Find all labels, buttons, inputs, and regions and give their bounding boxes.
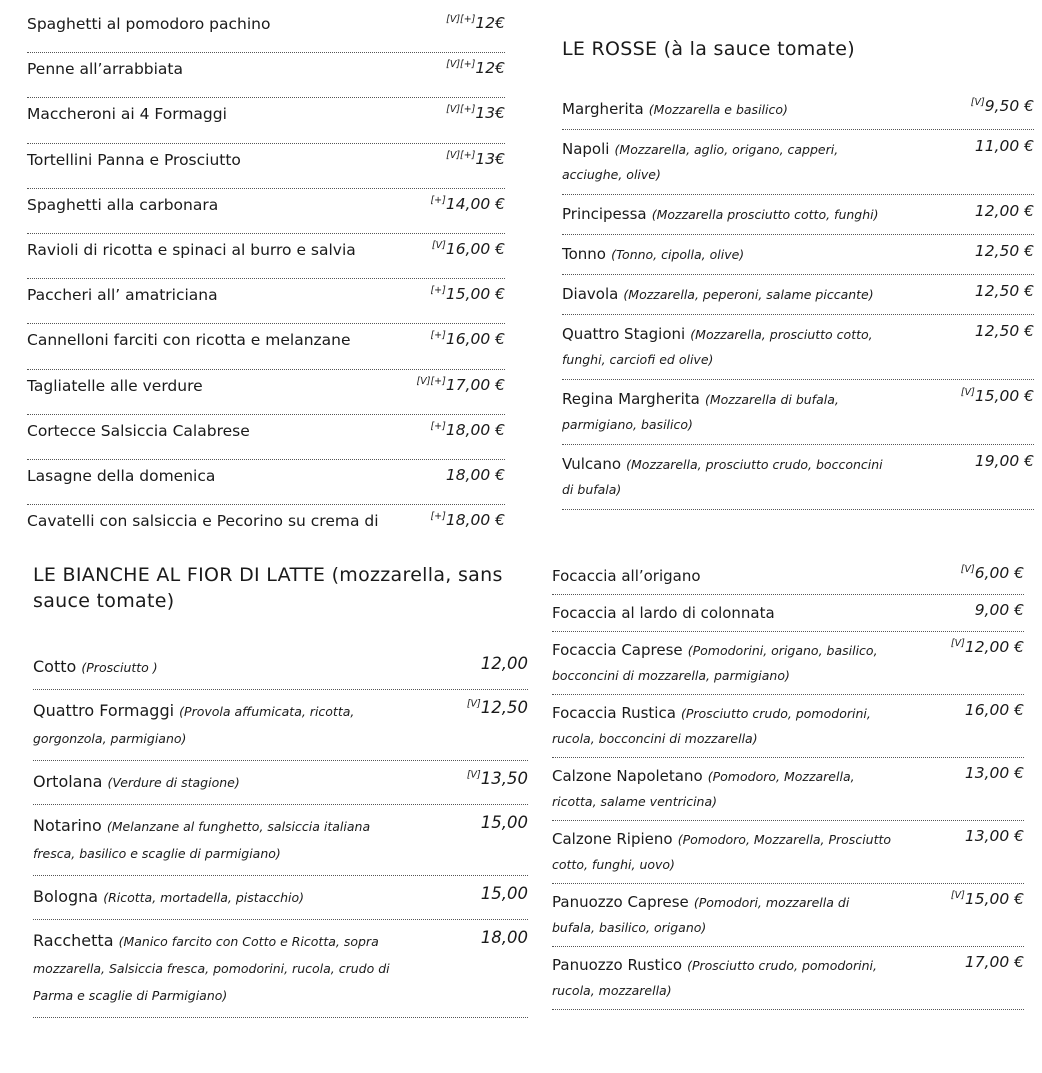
menu-item-row bbox=[27, 104, 505, 124]
menu-item-price: 13,00 € bbox=[964, 764, 1024, 782]
menu-item-price: 13€ bbox=[475, 149, 505, 168]
menu-item-name: Cortecce Salsiccia Calabrese bbox=[27, 421, 250, 440]
menu-item-row bbox=[562, 452, 1034, 502]
menu-item-price-wrap bbox=[975, 601, 1024, 619]
menu-item-note: (Prosciutto crudo, pomodorini, rucola, mozzarella) bbox=[552, 958, 877, 998]
menu-item bbox=[33, 805, 528, 876]
menu-item-name: Vulcano bbox=[562, 455, 622, 473]
menu-item-row bbox=[27, 240, 505, 260]
menu-item bbox=[562, 315, 1034, 380]
menu-item bbox=[562, 130, 1034, 195]
menu-item-note: (Mozzarella di bufala, parmigiano, basilico) bbox=[562, 392, 839, 432]
menu-item-price: 13,50 bbox=[480, 769, 528, 788]
menu-item-price-wrap bbox=[481, 813, 528, 832]
menu-item-tag: [V] bbox=[970, 97, 985, 108]
menu-item-description bbox=[33, 769, 403, 796]
menu-item-price-wrap bbox=[446, 104, 505, 122]
menu-item-note: (Mozzarella, peperoni, salame piccante) bbox=[623, 287, 874, 302]
menu-item-name: Tagliatelle alle verdure bbox=[27, 376, 203, 395]
menu-item-row bbox=[27, 59, 505, 79]
menu-item-name: Quattro Stagioni bbox=[562, 325, 686, 343]
menu-item-row bbox=[562, 137, 1034, 187]
menu-item-price: 16,00 € bbox=[445, 240, 505, 259]
menu-item-description bbox=[27, 150, 438, 170]
menu-item-row bbox=[27, 150, 505, 170]
menu-item bbox=[562, 90, 1034, 130]
menu-item-price: 16,00 € bbox=[445, 330, 505, 349]
menu-item-price: 12€ bbox=[475, 59, 505, 78]
menu-item bbox=[552, 947, 1024, 1010]
menu-item-tag: [V][+] bbox=[446, 59, 476, 71]
menu-item-price: 9,00 € bbox=[974, 601, 1024, 619]
menu-item bbox=[552, 632, 1024, 695]
menu-item-price: 12,50 € bbox=[974, 282, 1034, 300]
menu-item-price: 15,00 € bbox=[964, 890, 1024, 909]
menu-item-description bbox=[27, 330, 422, 350]
menu-item bbox=[33, 761, 528, 805]
menu-item-price-wrap bbox=[446, 59, 505, 77]
menu-item-description bbox=[33, 813, 403, 867]
menu-item bbox=[27, 8, 505, 53]
menu-item-name: Tortellini Panna e Prosciutto bbox=[27, 150, 241, 169]
menu-item-description bbox=[552, 890, 892, 940]
menu-item-price-wrap bbox=[975, 322, 1034, 340]
menu-item-note: (Prosciutto ) bbox=[81, 660, 158, 675]
menu-item bbox=[27, 189, 505, 234]
bianche-list bbox=[33, 646, 528, 1018]
rosse-list bbox=[562, 90, 1034, 510]
menu-item-row bbox=[552, 701, 1024, 751]
menu-item-note: (Melanzane al funghetto, salsiccia italiana fresca, basilico e scaglie di parmigiano) bbox=[33, 819, 371, 861]
menu-item-name: Focaccia all’origano bbox=[552, 567, 701, 585]
menu-item-description bbox=[552, 827, 892, 877]
menu-item-note: (Pomodori, mozzarella di bufala, basilico, origano) bbox=[552, 895, 850, 935]
menu-item-description bbox=[562, 282, 892, 307]
menu-item-price-wrap bbox=[965, 827, 1024, 845]
menu-item-price: 18,00 € bbox=[445, 511, 505, 530]
menu-item-row bbox=[27, 330, 505, 350]
menu-item-tag: [V][+] bbox=[416, 375, 446, 387]
menu-item-row bbox=[562, 387, 1034, 437]
menu-item-price-wrap bbox=[975, 282, 1034, 300]
menu-item bbox=[27, 279, 505, 324]
menu-item-name: Panuozzo Caprese bbox=[552, 893, 689, 911]
menu-item-name: Focaccia Caprese bbox=[552, 641, 683, 659]
menu-item bbox=[27, 460, 505, 505]
menu-item-name: Focaccia al lardo di colonnata bbox=[552, 604, 775, 622]
menu-item-tag: [V][+] bbox=[446, 104, 476, 116]
menu-item-price-wrap bbox=[446, 466, 505, 484]
menu-item-name: Panuozzo Rustico bbox=[552, 956, 682, 974]
menu-item bbox=[27, 324, 505, 369]
menu-item-note: (Verdure di stagione) bbox=[107, 775, 240, 790]
menu-item-price: 12,00 € bbox=[964, 638, 1024, 657]
menu-item bbox=[27, 53, 505, 98]
menu-item-price-wrap bbox=[467, 769, 528, 788]
menu-item-name: Calzone Napoletano bbox=[552, 767, 703, 785]
menu-item-row bbox=[562, 242, 1034, 267]
menu-item bbox=[552, 884, 1024, 947]
menu-item-price-wrap bbox=[975, 452, 1034, 470]
menu-item-name: Focaccia Rustica bbox=[552, 704, 676, 722]
menu-item-row bbox=[552, 953, 1024, 1003]
menu-item-description bbox=[552, 564, 892, 588]
menu-item-price-wrap bbox=[446, 150, 505, 168]
menu-item-price-wrap bbox=[975, 242, 1034, 260]
menu-item-row bbox=[562, 97, 1034, 122]
menu-item-price: 15,00 € bbox=[445, 285, 505, 304]
menu-item-name: Lasagne della domenica bbox=[27, 466, 216, 485]
menu-item-row bbox=[27, 14, 505, 34]
menu-item-price: 13,00 € bbox=[964, 827, 1024, 845]
menu-item-price-wrap bbox=[467, 698, 528, 717]
menu-item-tag: [V] bbox=[950, 890, 965, 901]
menu-item-description bbox=[562, 322, 892, 372]
rosse-title: LE ROSSE (à la sauce tomate) bbox=[562, 38, 855, 60]
menu-item-price: 15,00 bbox=[480, 813, 528, 832]
menu-item-price: 16,00 € bbox=[964, 701, 1024, 719]
menu-item bbox=[552, 595, 1024, 632]
menu-item bbox=[33, 920, 528, 1018]
menu-item bbox=[27, 415, 505, 460]
bianche-title: LE BIANCHE AL FIOR DI LATTE (mozzarella, sans sauce tomate) bbox=[33, 564, 503, 612]
menu-item-description bbox=[33, 654, 403, 681]
menu-item-name: Ravioli di ricotta e spinaci al burro e salvia bbox=[27, 240, 356, 259]
menu-item-price: 12€ bbox=[475, 14, 505, 33]
menu-item-description bbox=[27, 511, 422, 531]
menu-item-name: Spaghetti alla carbonara bbox=[27, 195, 219, 214]
menu-item-description bbox=[27, 104, 438, 124]
menu-item-description bbox=[27, 195, 422, 215]
menu-item-note: (Pomodoro, Mozzarella, ricotta, salame ventricina) bbox=[552, 769, 855, 809]
menu-item bbox=[552, 558, 1024, 595]
menu-item-description bbox=[27, 376, 409, 396]
menu-item-row bbox=[33, 769, 528, 796]
menu-item-row bbox=[27, 511, 505, 531]
menu-item-tag: [+] bbox=[430, 194, 446, 206]
menu-item-tag: [V] bbox=[466, 698, 481, 710]
menu-item-name: Margherita bbox=[562, 100, 644, 118]
menu-item bbox=[27, 144, 505, 189]
menu-item-note: (Ricotta, mortadella, pistacchio) bbox=[103, 890, 305, 905]
menu-item bbox=[27, 234, 505, 279]
menu-item-description bbox=[27, 285, 422, 305]
menu-item bbox=[33, 876, 528, 920]
menu-item-tag: [V] bbox=[960, 564, 975, 575]
menu-item-row bbox=[33, 654, 528, 681]
menu-item-row bbox=[33, 813, 528, 867]
menu-item bbox=[33, 690, 528, 761]
menu-item-name: Quattro Formaggi bbox=[33, 701, 175, 720]
menu-item-description bbox=[27, 421, 422, 441]
menu-item-description bbox=[562, 387, 892, 437]
menu-item-description bbox=[552, 701, 892, 751]
menu-item-tag: [+] bbox=[430, 511, 446, 523]
menu-item-price-wrap bbox=[961, 387, 1034, 405]
menu-item-price: 14,00 € bbox=[445, 194, 505, 213]
pasta-list bbox=[27, 8, 505, 550]
menu-item bbox=[27, 98, 505, 143]
menu-item-description bbox=[27, 240, 424, 260]
menu-item-row bbox=[552, 764, 1024, 814]
menu-item-price-wrap bbox=[951, 638, 1024, 656]
menu-item-note: (Prosciutto crudo, pomodorini, rucola, bocconcini di mozzarella) bbox=[552, 706, 871, 746]
menu-item-price: 18,00 € bbox=[445, 420, 505, 439]
menu-item-note: (Mozzarella, aglio, origano, capperi, acciughe, olive) bbox=[562, 142, 839, 182]
menu-item-name: Cannelloni farciti con ricotta e melanzane bbox=[27, 331, 351, 350]
menu-item bbox=[552, 758, 1024, 821]
menu-item-description bbox=[33, 884, 403, 911]
menu-item-description bbox=[27, 59, 438, 79]
menu-item-description bbox=[33, 698, 403, 752]
menu-item bbox=[27, 505, 505, 550]
menu-item-price: 18,00 € bbox=[445, 465, 505, 484]
menu-item-price-wrap bbox=[481, 928, 528, 947]
menu-item-row bbox=[552, 601, 1024, 625]
menu-item-tag: [+] bbox=[430, 420, 446, 432]
menu-item bbox=[552, 821, 1024, 884]
menu-item-price-wrap bbox=[432, 240, 505, 258]
menu-item-name: Bologna bbox=[33, 887, 99, 906]
menu-item bbox=[27, 370, 505, 415]
menu-item-price-wrap bbox=[965, 701, 1024, 719]
menu-item-price: 15,00 € bbox=[974, 387, 1034, 406]
menu-item-tag: [V][+] bbox=[446, 149, 476, 161]
menu-item-price-wrap bbox=[975, 202, 1034, 220]
menu-item-price: 13€ bbox=[475, 104, 505, 123]
menu-item-row bbox=[27, 376, 505, 396]
menu-item-name: Maccheroni ai 4 Formaggi bbox=[27, 105, 227, 124]
menu-item-tag: [V] bbox=[466, 769, 481, 781]
menu-item-tag: [+] bbox=[430, 285, 446, 297]
menu-item-price-wrap bbox=[951, 890, 1024, 908]
menu-item-price: 12,00 € bbox=[974, 202, 1034, 220]
menu-item-row bbox=[552, 638, 1024, 688]
focacce-list bbox=[552, 558, 1024, 1010]
menu-item-price-wrap bbox=[965, 764, 1024, 782]
menu-item-row bbox=[33, 884, 528, 911]
menu-item-description bbox=[562, 97, 892, 122]
menu-item-name: Paccheri all’ amatriciana bbox=[27, 286, 218, 305]
menu-item-row bbox=[552, 827, 1024, 877]
focacce-menu bbox=[552, 558, 1024, 1010]
menu-item-row bbox=[33, 928, 528, 1009]
menu-item-price-wrap bbox=[417, 376, 505, 394]
menu-item-price-wrap bbox=[430, 195, 505, 213]
menu-item-description bbox=[33, 928, 403, 1009]
menu-item-name: Ortolana bbox=[33, 772, 103, 791]
menu-item-row bbox=[562, 282, 1034, 307]
menu-item bbox=[562, 380, 1034, 445]
menu-item bbox=[562, 445, 1034, 510]
menu-item-description bbox=[562, 202, 892, 227]
menu-item-name: Cavatelli con salsiccia e Pecorino su crema di bbox=[27, 512, 379, 531]
menu-item-row bbox=[27, 466, 505, 486]
menu-item-note: (Tonno, cipolla, olive) bbox=[611, 247, 745, 262]
menu-item-name: Principessa bbox=[562, 205, 647, 223]
menu-item bbox=[552, 695, 1024, 758]
menu-item-price-wrap bbox=[965, 953, 1024, 971]
bianche-menu bbox=[33, 562, 528, 1018]
menu-item-price-wrap bbox=[481, 884, 528, 903]
menu-item-price: 12,50 € bbox=[974, 322, 1034, 340]
menu-item bbox=[562, 195, 1034, 235]
menu-item-tag: [V][+] bbox=[446, 14, 476, 25]
menu-item-description bbox=[562, 137, 892, 187]
menu-item-price: 17,00 € bbox=[964, 953, 1024, 971]
menu-item-price: 12,50 € bbox=[974, 242, 1034, 260]
menu-item-row bbox=[562, 202, 1034, 227]
menu-item-row bbox=[552, 564, 1024, 588]
menu-item-price-wrap bbox=[481, 654, 528, 673]
menu-item-price-wrap bbox=[446, 14, 505, 32]
rosse-menu bbox=[562, 36, 1034, 510]
menu-item-description bbox=[552, 601, 892, 625]
menu-item-name: Racchetta bbox=[33, 931, 114, 950]
menu-item-name: Napoli bbox=[562, 140, 610, 158]
menu-item-row bbox=[562, 322, 1034, 372]
menu-item-note: (Pomodorini, origano, basilico, bocconcini di mozzarella, parmigiano) bbox=[552, 643, 878, 683]
menu-item-price-wrap bbox=[430, 285, 505, 303]
menu-item-note: (Mozzarella prosciutto cotto, funghi) bbox=[651, 207, 879, 222]
menu-item bbox=[33, 646, 528, 690]
menu-item-name: Notarino bbox=[33, 816, 102, 835]
menu-item-price-wrap bbox=[975, 137, 1034, 155]
menu-item-description bbox=[27, 466, 438, 486]
menu-item-name: Regina Margherita bbox=[562, 390, 700, 408]
menu-item-price: 18,00 bbox=[480, 928, 528, 947]
menu-item-description bbox=[552, 953, 892, 1003]
menu-item-price: 17,00 € bbox=[445, 375, 505, 394]
menu-item-description bbox=[27, 14, 438, 34]
menu-item-tag: [V] bbox=[431, 239, 446, 251]
menu-item bbox=[562, 235, 1034, 275]
menu-item-tag: [V] bbox=[950, 638, 965, 649]
menu-item-note: (Provola affumicata, ricotta, gorgonzola, parmigiano) bbox=[33, 704, 355, 746]
menu-item-price: 12,00 bbox=[480, 654, 528, 673]
menu-item-row bbox=[27, 195, 505, 215]
menu-item bbox=[562, 275, 1034, 315]
menu-item-price: 9,50 € bbox=[984, 97, 1034, 116]
menu-item-row bbox=[552, 890, 1024, 940]
pasta-menu bbox=[27, 8, 505, 550]
menu-item-row bbox=[27, 285, 505, 305]
menu-item-description bbox=[552, 638, 892, 688]
menu-item-note: (Mozzarella e basilico) bbox=[648, 102, 788, 117]
menu-item-price: 15,00 bbox=[480, 884, 528, 903]
menu-item-price: 12,50 bbox=[480, 698, 528, 717]
menu-item-name: Calzone Ripieno bbox=[552, 830, 673, 848]
menu-item-name: Tonno bbox=[562, 245, 606, 263]
menu-item-description bbox=[562, 452, 892, 502]
menu-item-row bbox=[27, 421, 505, 441]
menu-item-price: 6,00 € bbox=[974, 564, 1024, 583]
menu-item-name: Diavola bbox=[562, 285, 619, 303]
menu-item-tag: [+] bbox=[430, 330, 446, 342]
menu-item-price: 11,00 € bbox=[974, 137, 1034, 155]
menu-item-note: (Mozzarella, prosciutto crudo, bocconcini di bufala) bbox=[562, 457, 883, 497]
menu-item-note: (Mozzarella, prosciutto cotto, funghi, carciofi ed olive) bbox=[562, 327, 873, 367]
menu-item-row bbox=[33, 698, 528, 752]
menu-item-note: (Pomodoro, Mozzarella, Prosciutto cotto, funghi, uovo) bbox=[552, 832, 892, 872]
menu-item-price-wrap bbox=[961, 564, 1024, 582]
menu-item-price-wrap bbox=[430, 330, 505, 348]
menu-item-price-wrap bbox=[430, 421, 505, 439]
menu-item-price: 19,00 € bbox=[974, 452, 1034, 470]
menu-item-name: Spaghetti al pomodoro pachino bbox=[27, 15, 271, 33]
menu-item-price-wrap bbox=[430, 511, 505, 529]
menu-item-name: Cotto bbox=[33, 657, 77, 676]
menu-item-description bbox=[552, 764, 892, 814]
menu-item-price-wrap bbox=[971, 97, 1034, 115]
menu-item-note: (Manico farcito con Cotto e Ricotta, sopra mozzarella, Salsiccia fresca, pomodorini, rucola, crudo di Parma e scaglie di Parmigiano) bbox=[33, 934, 390, 1003]
menu-item-description bbox=[562, 242, 892, 267]
menu-item-tag: [V] bbox=[960, 387, 975, 398]
menu-item-name: Penne all’arrabbiata bbox=[27, 60, 184, 79]
